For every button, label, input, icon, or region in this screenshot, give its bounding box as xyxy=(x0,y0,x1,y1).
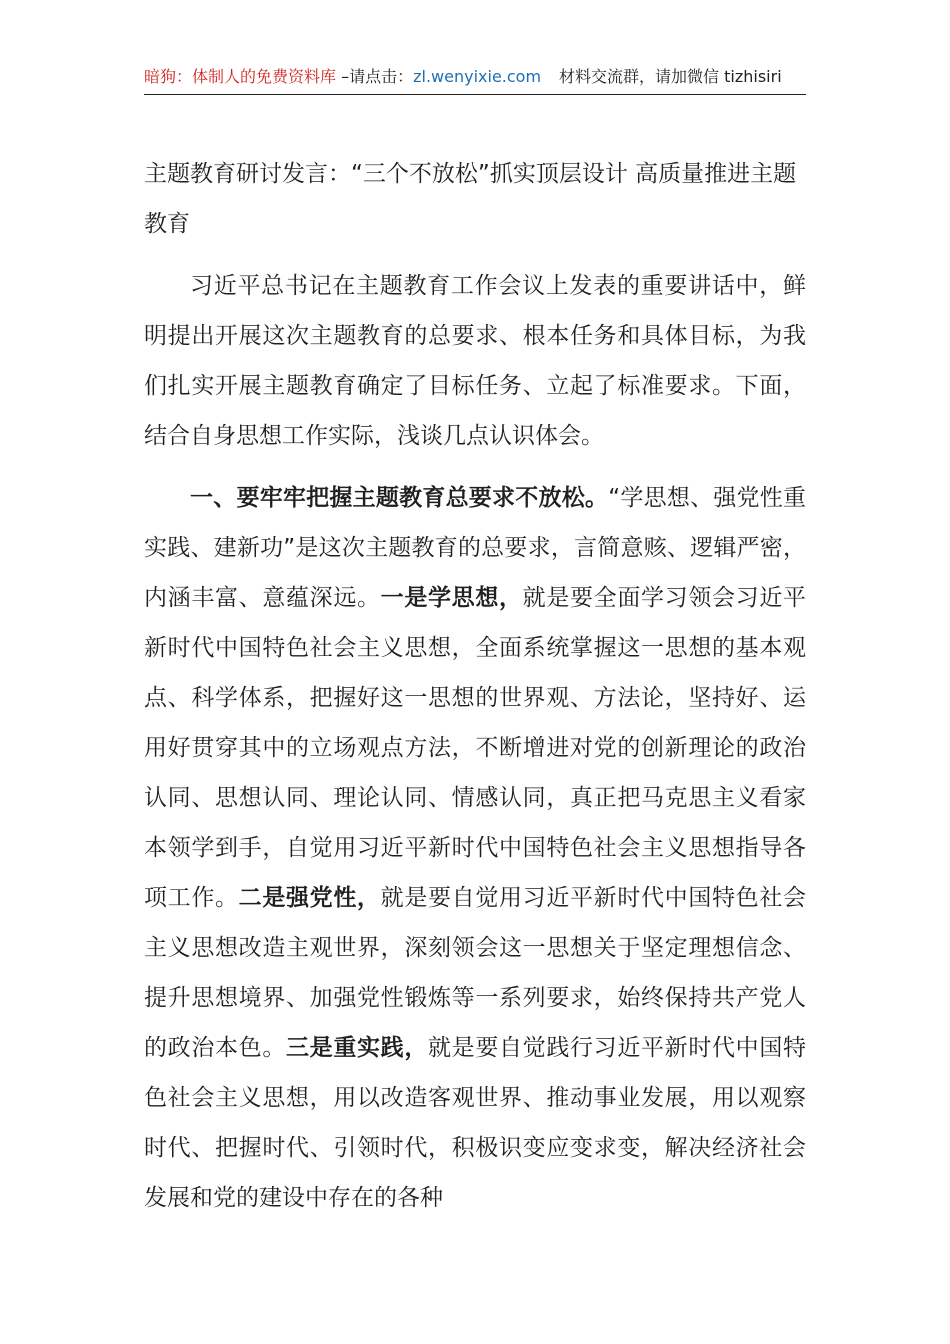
point-2-label: 二是强党性， xyxy=(238,885,381,911)
section-1-paragraph xyxy=(144,473,806,1223)
point-1-text: 就是要全面学习领会习近平新时代中国特色社会主义思想，全面系统掌握这一思想的基本观点、科学体系，把握好这一思想的世界观、方法论，坚持好、运用好贯穿其中的立场观点方法，不断增进对党的创新理论的政治认同、思想认同、理论认同、情感认同，真正把马克思主义看家本领学到手，自觉用习近平新时代中国特色社会主义思想指导各项工作。 xyxy=(144,585,807,911)
point-2-text: 就是要自觉用习近平新时代中国特色社会主义思想改造主观世界，深刻领会这一思想关于坚定理想信念、提升思想境界、加强党性锻炼等一系列要求，始终保持共产党人的政治本色。 xyxy=(144,885,807,1061)
site-url-link[interactable]: zl.wenyixie.com xyxy=(413,67,542,86)
section-1-heading: 一、要牢牢把握主题教育总要求不放松。 xyxy=(190,485,609,511)
link-prompt: –请点击： xyxy=(336,67,414,86)
document-body xyxy=(144,149,806,1223)
site-name: 暗狗：体制人的免费资料库 xyxy=(144,67,337,86)
section-1-intro: “学思想、强党性重实践、建新功”是这次主题教育的总要求，言简意赅、逻辑严密，内涵丰富、意蕴深远。 xyxy=(144,485,807,611)
page-header xyxy=(144,60,806,95)
point-3-label: 三是重实践， xyxy=(286,1035,428,1061)
point-3-text: 就是要自觉践行习近平新时代中国特色社会主义思想，用以改造客观世界、推动事业发展，用以观察时代、把握时代、引领时代，积极识变应变求变，解决经济社会发展和党的建设中存在的各种 xyxy=(144,1035,807,1211)
contact-info: 材料交流群，请加微信 tizhisiri xyxy=(559,67,782,86)
intro-paragraph: 习近平总书记在主题教育工作会议上发表的重要讲话中，鲜明提出开展这次主题教育的总要求、根本任务和具体目标，为我们扎实开展主题教育确定了目标任务、立起了标准要求。下面，结合自身思想工作实际，浅谈几点认识体会。 xyxy=(144,273,806,449)
document-title: 主题教育研讨发言：“三个不放松”抓实顶层设计 高质量推进主题教育 xyxy=(144,161,797,237)
point-1-label: 一是学思想， xyxy=(380,585,523,611)
